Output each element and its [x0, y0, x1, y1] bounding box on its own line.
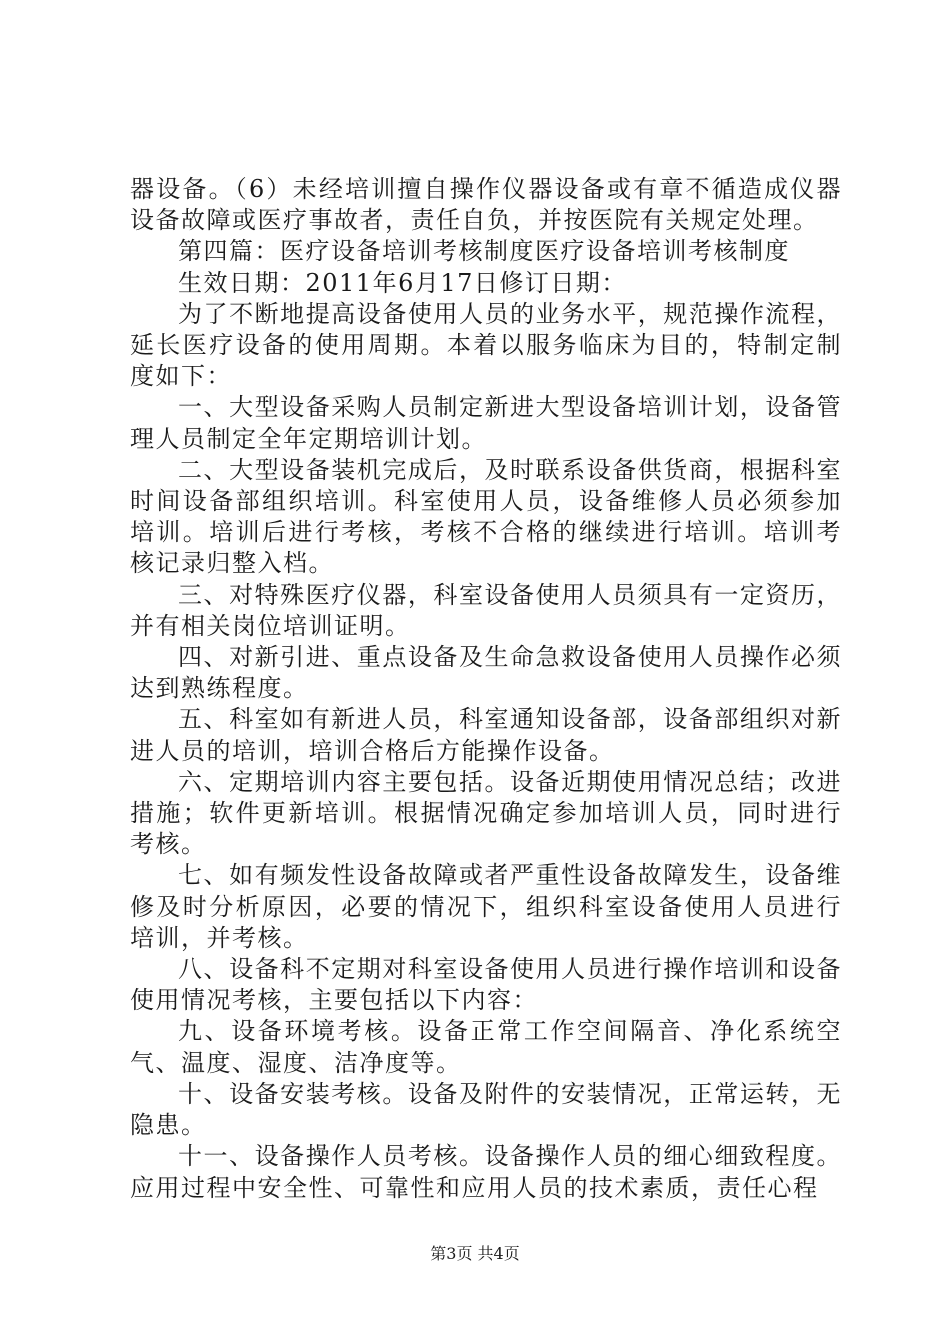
- rule-item-11: 十一、设备操作人员考核。设备操作人员的细心细致程度。应用过程中安全性、可靠性和应用人员的技术素质，责任心程: [130, 1142, 842, 1202]
- rule-item-6: 六、定期培训内容主要包括。设备近期使用情况总结；改进措施；软件更新培训。根据情况确定参加培训人员，同时进行考核。: [130, 767, 842, 859]
- rule-item-4: 四、对新引进、重点设备及生命急救设备使用人员操作必须达到熟练程度。: [130, 643, 842, 703]
- rule-item-5: 五、科室如有新进人员，科室通知设备部，设备部组织对新进人员的培训，培训合格后方能操作设备。: [130, 705, 842, 765]
- paragraph-continuation: 器设备。（6）未经培训擅自操作仪器设备或有章不循造成仪器设备故障或医疗事故者，责任自负，并按医院有关规定处理。: [130, 175, 842, 235]
- intro-paragraph: 为了不断地提高设备使用人员的业务水平，规范操作流程，延长医疗设备的使用周期。本着以服务临床为目的，特制定制度如下：: [130, 299, 842, 391]
- rule-item-9: 九、设备环境考核。设备正常工作空间隔音、净化系统空气、温度、湿度、洁净度等。: [130, 1017, 842, 1077]
- rule-item-2: 二、大型设备装机完成后，及时联系设备供货商，根据科室时间设备部组织培训。科室使用人员，设备维修人员必须参加培训。培训后进行考核，考核不合格的继续进行培训。培训考核记录归整入档。: [130, 455, 842, 578]
- rule-item-7: 七、如有频发性设备故障或者严重性设备故障发生，设备维修及时分析原因，必要的情况下，组织科室设备使用人员进行培训，并考核。: [130, 861, 842, 952]
- rule-item-10: 十、设备安装考核。设备及附件的安装情况，正常运转，无隐患。: [130, 1079, 842, 1140]
- rule-item-8: 八、设备科不定期对科室设备使用人员进行操作培训和设备使用情况考核，主要包括以下内容：: [130, 955, 842, 1015]
- section-title: 第四篇：医疗设备培训考核制度医疗设备培训考核制度: [178, 237, 790, 266]
- rule-item-3: 三、对特殊医疗仪器，科室设备使用人员须具有一定资历，并有相关岗位培训证明。: [130, 580, 842, 640]
- rule-item-1: 一、大型设备采购人员制定新进大型设备培训计划，设备管理人员制定全年定期培训计划。: [130, 393, 842, 453]
- page-number-footer: 第3页 共4页: [430, 1244, 520, 1263]
- effective-date-line: 生效日期：2011年6月17日修订日期：: [178, 268, 627, 297]
- document-body: [130, 174, 842, 1204]
